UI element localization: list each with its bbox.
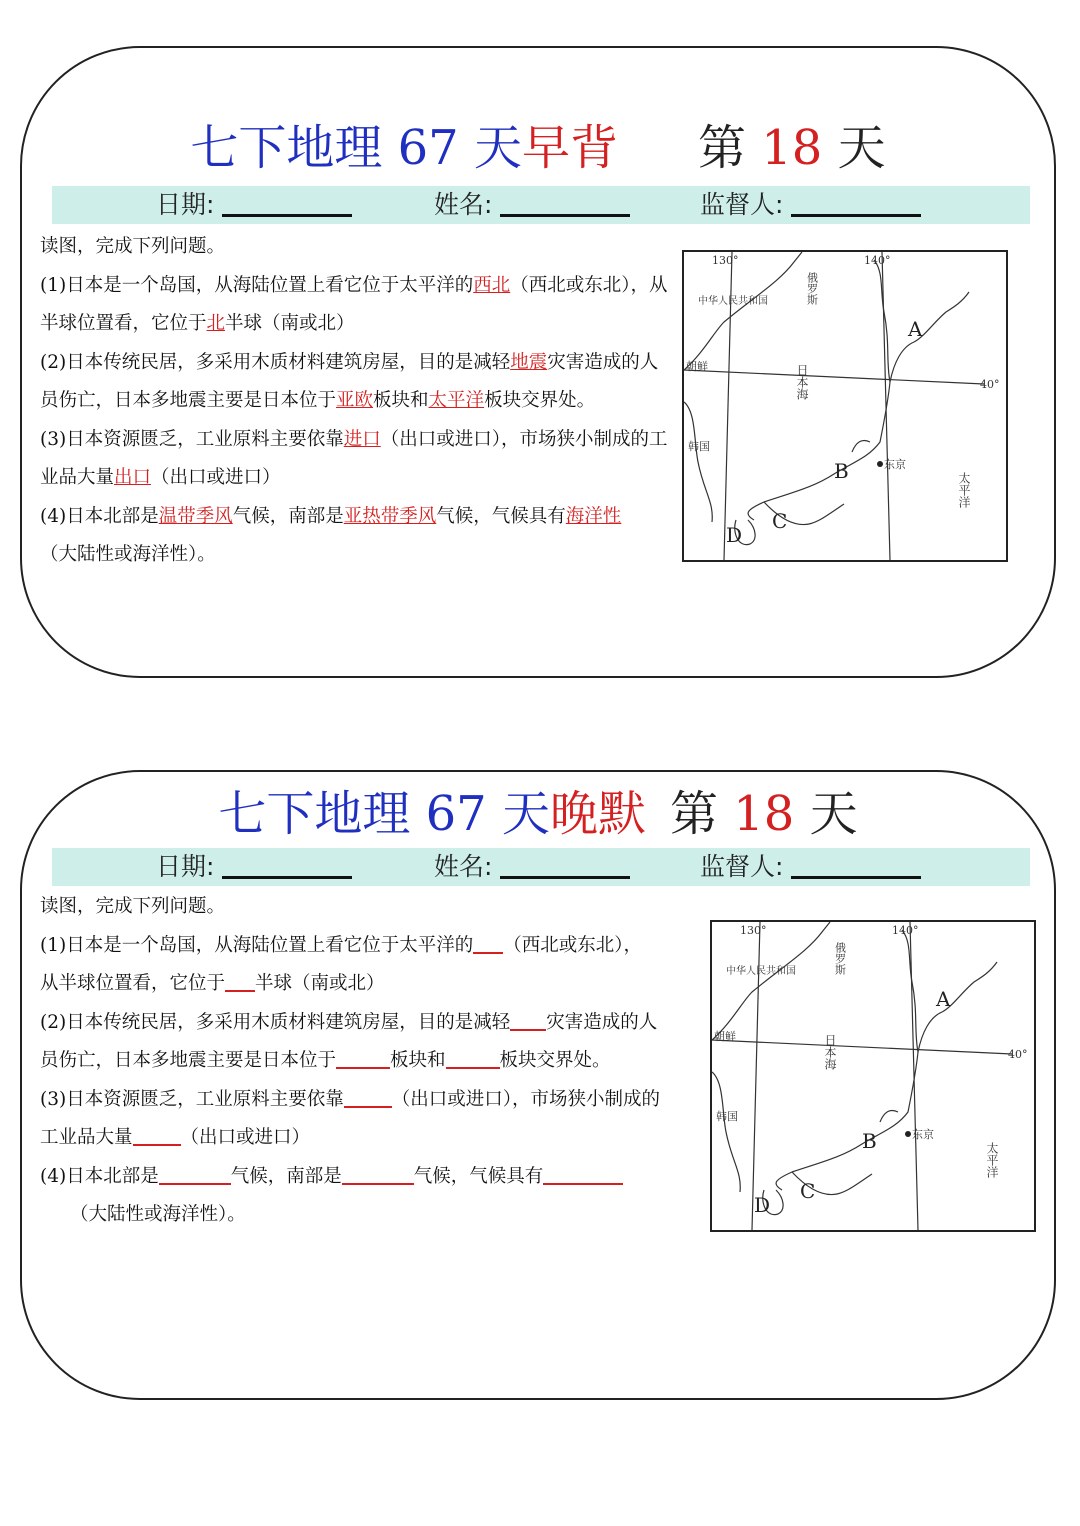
- svg-text:中华人民共和国: 中华人民共和国: [698, 296, 768, 307]
- question-block: [40, 888, 670, 1235]
- svg-text:130°: 130°: [740, 924, 767, 937]
- name-field[interactable]: 姓名:: [434, 186, 630, 224]
- answer-blank[interactable]: [342, 1163, 414, 1185]
- supervisor-field[interactable]: 监督人:: [700, 848, 921, 886]
- answer: 海洋性: [565, 505, 622, 527]
- svg-text:40°: 40°: [980, 378, 1000, 391]
- svg-text:中华人民共和国: 中华人民共和国: [726, 966, 796, 977]
- answer-blank[interactable]: [336, 1047, 390, 1069]
- svg-text:130°: 130°: [712, 254, 739, 267]
- intro-text: 读图，完成下列问题。: [40, 896, 226, 917]
- date-field[interactable]: 日期:: [156, 186, 352, 224]
- answer: 地震: [510, 351, 548, 373]
- svg-text:A: A: [908, 317, 923, 341]
- evening-card: [20, 770, 1056, 1400]
- info-bar: [52, 848, 1030, 886]
- name-field[interactable]: 姓名:: [434, 848, 630, 886]
- question-2: (2)日本传统民居，多采用木质材料建筑房屋，目的是减轻地震灾害造成的人员伤亡，日本多地震主要是日本位于亚欧板块和太平洋板块交界处。: [40, 351, 659, 411]
- answer: 出口: [114, 467, 152, 488]
- answer-blank[interactable]: [446, 1047, 500, 1069]
- answer-blank[interactable]: [344, 1086, 392, 1108]
- date-field[interactable]: 日期:: [156, 848, 352, 886]
- answer-blank[interactable]: [159, 1163, 231, 1185]
- answer: 太平洋: [428, 390, 485, 411]
- svg-text:D: D: [754, 1193, 771, 1217]
- answer: 西北: [473, 274, 511, 296]
- svg-text:140°: 140°: [864, 254, 891, 267]
- answer: 亚欧: [336, 390, 374, 411]
- svg-text:东京: 东京: [884, 458, 906, 471]
- svg-text:日本海: 日本海: [823, 1034, 837, 1070]
- svg-text:太平洋: 太平洋: [985, 1142, 999, 1178]
- svg-text:B: B: [834, 459, 849, 483]
- answer-blank[interactable]: [473, 932, 503, 954]
- svg-text:C: C: [772, 509, 788, 533]
- svg-text:东京: 东京: [912, 1128, 934, 1141]
- answer: 温带季风: [158, 505, 233, 527]
- answer: 北: [206, 313, 226, 334]
- supervisor-field[interactable]: 监督人:: [700, 186, 921, 224]
- intro-text: 读图，完成下列问题。: [40, 236, 226, 257]
- japan-map: [682, 250, 1008, 562]
- svg-text:太平洋: 太平洋: [957, 472, 971, 508]
- svg-text:朝鲜: 朝鲜: [714, 1030, 736, 1043]
- svg-text:C: C: [800, 1179, 816, 1203]
- question-4: (4)日本北部是 气候，南部是 气候，气候具有 （大陆性或海洋性）。: [40, 1158, 670, 1235]
- info-bar: [52, 186, 1030, 224]
- answer: 进口: [343, 428, 381, 450]
- question-block: [40, 228, 670, 575]
- answer: 亚热带季风: [343, 505, 437, 527]
- svg-text:韩国: 韩国: [688, 440, 710, 453]
- question-1: (1)日本是一个岛国，从海陆位置上看它位于太平洋的西北（西北或东北），从半球位置看，它位于北半球（南或北）: [40, 274, 668, 334]
- question-2: (2)日本传统民居，多采用木质材料建筑房屋，目的是减轻 灾害造成的人员伤亡，日本多地震主要是日本位于 板块和 板块交界处。: [40, 1004, 670, 1081]
- question-3: (3)日本资源匮乏，工业原料主要依靠 （出口或进口），市场狭小制成的工业品大量 （出口或进口）: [40, 1081, 670, 1158]
- svg-text:40°: 40°: [1008, 1048, 1028, 1061]
- svg-text:韩国: 韩国: [716, 1110, 738, 1123]
- svg-text:A: A: [936, 987, 951, 1011]
- svg-text:B: B: [862, 1129, 877, 1153]
- question-3: (3)日本资源匮乏，工业原料主要依靠进口（出口或进口），市场狭小制成的工业品大量出口（出口或进口）: [40, 428, 668, 488]
- page-title: 七下地理 67 天晚默 第 18 天: [218, 786, 858, 842]
- question-1: (1)日本是一个岛国，从海陆位置上看它位于太平洋的 （西北或东北）， 从半球位置看，它位于 半球（南或北）: [40, 927, 670, 1004]
- question-4: (4)日本北部是温带季风气候，南部是亚热带季风气候，气候具有海洋性 （大陆性或海洋性）。: [40, 505, 622, 565]
- svg-text:D: D: [726, 523, 743, 547]
- answer-blank[interactable]: [543, 1163, 623, 1185]
- svg-text:140°: 140°: [892, 924, 919, 937]
- svg-text:朝鲜: 朝鲜: [686, 360, 708, 373]
- svg-text:日本海: 日本海: [795, 364, 809, 400]
- svg-text:俄罗斯: 俄罗斯: [805, 272, 819, 305]
- answer-blank[interactable]: [133, 1124, 181, 1146]
- japan-map: [710, 920, 1036, 1232]
- answer-blank[interactable]: [225, 970, 255, 992]
- svg-text:俄罗斯: 俄罗斯: [833, 942, 847, 975]
- answer-blank[interactable]: [510, 1009, 546, 1031]
- page-title: 七下地理 67 天早背 第 18 天: [190, 120, 886, 176]
- morning-card: [20, 46, 1056, 678]
